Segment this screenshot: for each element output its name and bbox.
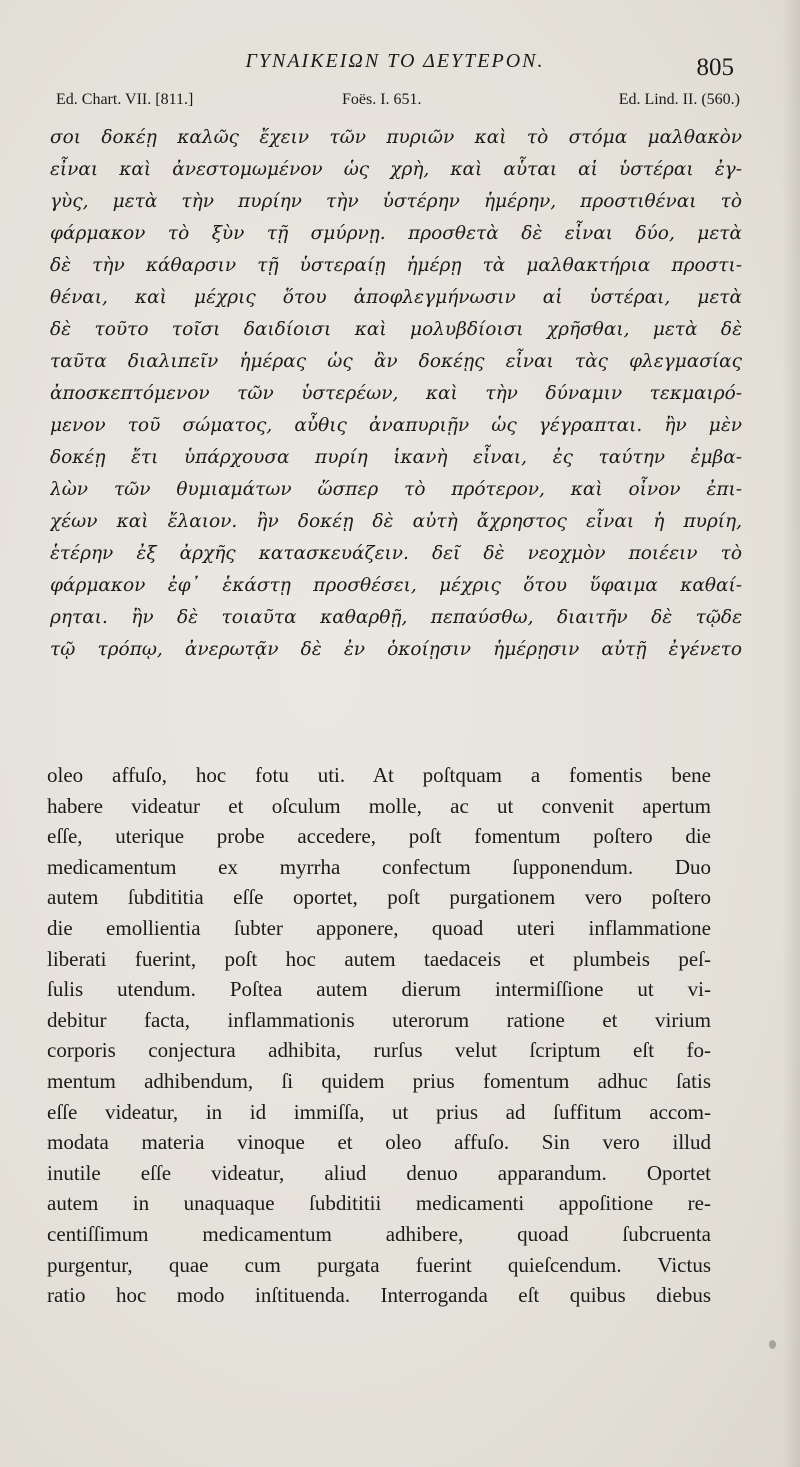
- latin-line: autem in unaquaque ſubdititii medicamenti appoſitione re-: [47, 1191, 711, 1216]
- latin-line: liberati fuerint, poſt hoc autem taedaceis et plumbeis peſ-: [47, 946, 711, 971]
- latin-line: die emollientia ſubter apponere, quoad uteri inflammatione: [47, 915, 711, 940]
- latin-line: mentum adhibendum, ſi quidem prius fomentum adhuc ſatis: [47, 1068, 711, 1093]
- greek-line: δὲ τὴν κάθαρσιν τῇ ὑστεραίῃ ἡμέρῃ τὰ μαλθακτήρια προστι-: [50, 255, 742, 276]
- latin-line: ſulis utendum. Poſtea autem dierum intermiſſione ut vi-: [47, 977, 711, 1002]
- greek-text-block: [50, 122, 742, 666]
- page-number: 805: [696, 54, 734, 81]
- greek-line: γὺς, μετὰ τὴν πυρίην τὴν ὑστέρην ἡμέρην, προστιθέναι τὸ: [50, 191, 742, 212]
- greek-line: σοι δοκέῃ καλῶς ἔχειν τῶν πυριῶν καὶ τὸ στόμα μαλθακὸν: [50, 127, 742, 148]
- greek-line: χέων καὶ ἔλαιον. ἢν δοκέῃ δὲ αὐτὴ ἄχρηστος εἶναι ἡ πυρίη,: [50, 511, 742, 532]
- latin-line: eſſe videatur, in id immiſſa, ut prius ad ſuffitum accom-: [47, 1099, 711, 1124]
- edition-foes: Foës. I. 651.: [342, 91, 422, 108]
- greek-line: ρηται. ἢν δὲ τοιαῦτα καθαρθῇ, πεπαύσθω, διαιτῆν δὲ τῷδε: [50, 607, 742, 628]
- latin-line: inutile eſſe videatur, aliud denuo apparandum. Oportet: [47, 1160, 711, 1185]
- edition-chartier: Ed. Chart. VII. [811.]: [56, 91, 194, 108]
- latin-text-block: [47, 760, 711, 1311]
- edition-references: [56, 91, 740, 115]
- greek-line: ἑτέρην ἐξ ἀρχῆς κατασκευάζειν. δεῖ δὲ νεοχμὸν ποιέειν τὸ: [50, 543, 742, 564]
- greek-line: φάρμακον τὸ ξὺν τῇ σμύρνῃ. προσθετὰ δὲ εἶναι δύο, μετὰ: [50, 223, 742, 244]
- latin-line: eſſe, uterique probe accedere, poſt fomentum poſtero die: [47, 824, 711, 849]
- greek-line: ταῦτα διαλιπεῖν ἡμέρας ὡς ἂν δοκέῃς εἶναι τὰς φλεγμασίας: [50, 351, 742, 372]
- latin-line: medicamentum ex myrrha confectum ſupponendum. Duo: [47, 854, 711, 879]
- greek-line: εἶναι καὶ ἀνεστομωμένον ὡς χρὴ, καὶ αὗται αἱ ὑστέραι ἐγ-: [50, 159, 742, 180]
- latin-line: ratio hoc modo inſtituenda. Interroganda eſt quibus diebus: [47, 1283, 711, 1308]
- paper-speck: [769, 1340, 776, 1349]
- greek-line: δὲ τοῦτο τοῖσι δαιδίοισι καὶ μολυβδίοισι χρῆσθαι, μετὰ δὲ: [50, 319, 742, 340]
- latin-line: habere videatur et oſculum molle, ac ut convenit apertum: [47, 793, 711, 818]
- latin-line: oleo affuſo, hoc fotu uti. At poſtquam a fomentis bene: [47, 763, 711, 787]
- latin-line: autem ſubdititia eſſe oportet, poſt purgationem vero poſtero: [47, 885, 711, 910]
- greek-line: θέναι, καὶ μέχρις ὅτου ἀποφλεγμήνωσιν αἱ ὑστέραι, μετὰ: [50, 287, 742, 308]
- greek-line: τῷ τρόπῳ, ἀνερωτᾷν δὲ ἐν ὁκοίῃσιν ἡμέρῃσιν αὐτῇ ἐγένετο: [50, 639, 742, 660]
- latin-line: corporis conjectura adhibita, rurſus velut ſcriptum eſt fo-: [47, 1038, 711, 1063]
- latin-line: debitur facta, inflammationis uterorum ratione et virium: [47, 1007, 711, 1032]
- latin-line: purgentur, quae cum purgata fuerint quieſcendum. Victus: [47, 1252, 711, 1277]
- edition-linden: Ed. Lind. II. (560.): [618, 91, 740, 108]
- greek-line: ἀποσκεπτόμενον τῶν ὑστερέων, καὶ τὴν δύναμιν τεκμαιρό-: [50, 383, 742, 404]
- latin-line: modata materia vinoque et oleo affuſo. Sin vero illud: [47, 1130, 711, 1155]
- running-title: ΓΥΝΑΙΚΕΙΩΝ ΤΟ ΔΕΥΤΕΡΟΝ.: [245, 50, 545, 72]
- greek-line: δοκέῃ ἔτι ὑπάρχουσα πυρίη ἱκανὴ εἶναι, ἐς ταύτην ἐμβα-: [50, 447, 742, 468]
- latin-line: centiſſimum medicamentum adhibere, quoad ſubcruenta: [47, 1221, 711, 1246]
- page-edge-shadow: [782, 0, 800, 1467]
- greek-line: λὼν τῶν θυμιαμάτων ὥσπερ τὸ πρότερον, καὶ οἶνον ἐπι-: [50, 479, 742, 500]
- greek-line: φάρμακον ἐφ᾽ ἑκάστῃ προσθέσει, μέχρις ὅτου ὕφαιμα καθαί-: [50, 575, 742, 596]
- greek-line: μενον τοῦ σώματος, αὖθις ἀναπυριῇν ὡς γέγραπται. ἢν μὲν: [50, 415, 742, 436]
